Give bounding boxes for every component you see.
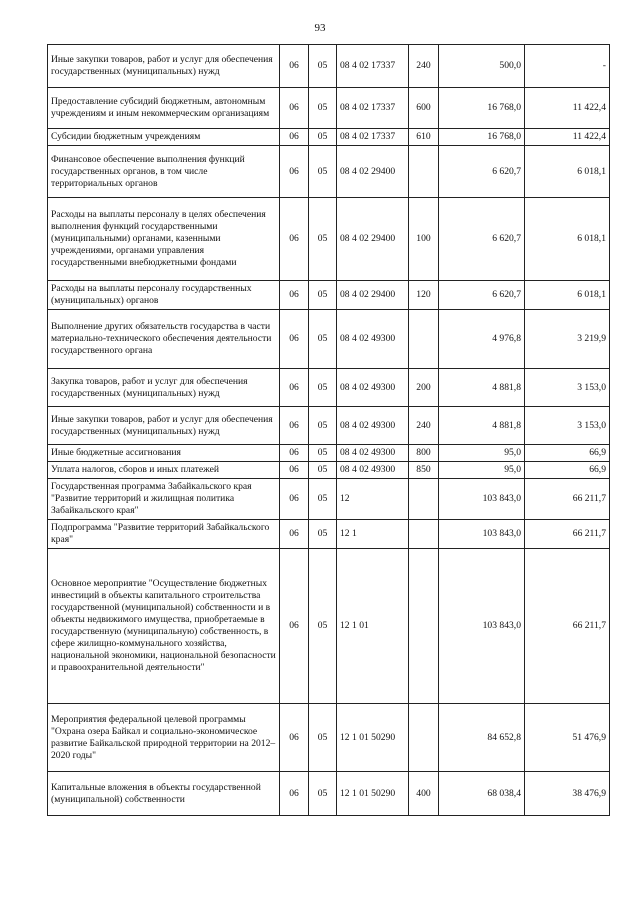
amount-planned-cell: 16 768,0 [439, 129, 525, 146]
amount-executed-cell: 11 422,4 [525, 88, 610, 129]
expense-type-cell: 600 [409, 88, 439, 129]
subsection-code-cell: 05 [309, 198, 337, 281]
amount-planned-cell: 103 843,0 [439, 479, 525, 520]
target-article-cell: 08 4 02 49300 [337, 310, 409, 369]
expense-type-cell: 120 [409, 281, 439, 310]
table-row [48, 198, 610, 281]
target-article-cell: 12 1 01 [337, 549, 409, 704]
expense-name-cell: Подпрограмма "Развитие территорий Забайкальского края" [48, 520, 280, 549]
expense-name-cell: Иные бюджетные ассигнования [48, 445, 280, 462]
table-row [48, 310, 610, 369]
expense-name-cell: Уплата налогов, сборов и иных платежей [48, 462, 280, 479]
table-row [48, 445, 610, 462]
table-row [48, 479, 610, 520]
expense-type-cell [409, 146, 439, 198]
amount-planned-cell: 4 976,8 [439, 310, 525, 369]
subsection-code-cell: 05 [309, 310, 337, 369]
page-number: 93 [314, 22, 326, 34]
subsection-code-cell: 05 [309, 407, 337, 445]
expense-type-cell: 400 [409, 772, 439, 816]
table-row [48, 129, 610, 146]
amount-executed-cell: 6 018,1 [525, 146, 610, 198]
amount-executed-cell: 66 211,7 [525, 479, 610, 520]
amount-executed-cell: - [525, 45, 610, 88]
expense-type-cell [409, 549, 439, 704]
target-article-cell: 12 1 [337, 520, 409, 549]
subsection-code-cell: 05 [309, 281, 337, 310]
amount-planned-cell: 6 620,7 [439, 146, 525, 198]
expense-name-cell: Предоставление субсидий бюджетным, автономным учреждениям и иным некоммерческим организациям [48, 88, 280, 129]
amount-executed-cell: 3 219,9 [525, 310, 610, 369]
amount-executed-cell: 11 422,4 [525, 129, 610, 146]
expense-name-cell: Иные закупки товаров, работ и услуг для обеспечения государственных (муниципальных) нужд [48, 45, 280, 88]
expense-name-cell: Финансовое обеспечение выполнения функций государственных органов, в том числе территориальных органов [48, 146, 280, 198]
target-article-cell: 12 [337, 479, 409, 520]
expense-name-cell: Капитальные вложения в объекты государственной (муниципальной) собственности [48, 772, 280, 816]
target-article-cell: 12 1 01 50290 [337, 704, 409, 772]
section-code-cell: 06 [280, 407, 309, 445]
expense-name-cell: Основное мероприятие "Осуществление бюджетных инвестиций в объекты капитального строительства государственной (муниципальной) собственности и в объекты недвижимого имущества, приобретаемые в государственную (муниципальную) собственность, в сфере жилищно-коммунального хозяйства, национальной экономики, национальной безопасности и правоохранительной деятельности" [48, 549, 280, 704]
section-code-cell: 06 [280, 462, 309, 479]
table-row [48, 549, 610, 704]
target-article-cell: 08 4 02 29400 [337, 198, 409, 281]
section-code-cell: 06 [280, 520, 309, 549]
subsection-code-cell: 05 [309, 146, 337, 198]
target-article-cell: 08 4 02 49300 [337, 462, 409, 479]
amount-executed-cell: 38 476,9 [525, 772, 610, 816]
section-code-cell: 06 [280, 281, 309, 310]
expense-name-cell: Расходы на выплаты персоналу государственных (муниципальных) органов [48, 281, 280, 310]
subsection-code-cell: 05 [309, 369, 337, 407]
amount-executed-cell: 3 153,0 [525, 407, 610, 445]
section-code-cell: 06 [280, 549, 309, 704]
expense-type-cell [409, 310, 439, 369]
section-code-cell: 06 [280, 146, 309, 198]
expense-type-cell: 100 [409, 198, 439, 281]
amount-planned-cell: 16 768,0 [439, 88, 525, 129]
subsection-code-cell: 05 [309, 88, 337, 129]
expense-type-cell: 610 [409, 129, 439, 146]
expense-type-cell: 850 [409, 462, 439, 479]
expense-type-cell: 800 [409, 445, 439, 462]
target-article-cell: 08 4 02 17337 [337, 45, 409, 88]
expense-name-cell: Мероприятия федеральной целевой программы "Охрана озера Байкал и социально-экономическое развитие Байкальской природной территории на 2012–2020 годы" [48, 704, 280, 772]
expense-type-cell [409, 704, 439, 772]
table-row [48, 45, 610, 88]
section-code-cell: 06 [280, 369, 309, 407]
section-code-cell: 06 [280, 704, 309, 772]
target-article-cell: 08 4 02 49300 [337, 445, 409, 462]
table-row [48, 407, 610, 445]
section-code-cell: 06 [280, 772, 309, 816]
amount-executed-cell: 51 476,9 [525, 704, 610, 772]
expense-name-cell: Закупка товаров, работ и услуг для обеспечения государственных (муниципальных) нужд [48, 369, 280, 407]
section-code-cell: 06 [280, 310, 309, 369]
expense-name-cell: Иные закупки товаров, работ и услуг для обеспечения государственных (муниципальных) нужд [48, 407, 280, 445]
expense-type-cell: 200 [409, 369, 439, 407]
amount-planned-cell: 84 652,8 [439, 704, 525, 772]
amount-executed-cell: 66 211,7 [525, 520, 610, 549]
section-code-cell: 06 [280, 445, 309, 462]
expense-name-cell: Выполнение других обязательств государства в части материально-технического обеспечения деятельности государственного органа [48, 310, 280, 369]
amount-executed-cell: 66 211,7 [525, 549, 610, 704]
table-row [48, 369, 610, 407]
target-article-cell: 08 4 02 17337 [337, 129, 409, 146]
subsection-code-cell: 05 [309, 445, 337, 462]
amount-executed-cell: 66,9 [525, 462, 610, 479]
section-code-cell: 06 [280, 198, 309, 281]
amount-planned-cell: 4 881,8 [439, 407, 525, 445]
amount-planned-cell: 103 843,0 [439, 549, 525, 704]
table-row [48, 520, 610, 549]
target-article-cell: 08 4 02 49300 [337, 369, 409, 407]
expense-name-cell: Расходы на выплаты персоналу в целях обеспечения выполнения функций государственными (муниципальными) органами, казенными учреждениями, органами управления государственными внебюджетными фондами [48, 198, 280, 281]
budget-table [47, 44, 610, 816]
amount-executed-cell: 66,9 [525, 445, 610, 462]
subsection-code-cell: 05 [309, 704, 337, 772]
amount-planned-cell: 103 843,0 [439, 520, 525, 549]
amount-executed-cell: 6 018,1 [525, 198, 610, 281]
amount-planned-cell: 4 881,8 [439, 369, 525, 407]
subsection-code-cell: 05 [309, 129, 337, 146]
expense-type-cell: 240 [409, 45, 439, 88]
target-article-cell: 12 1 01 50290 [337, 772, 409, 816]
subsection-code-cell: 05 [309, 549, 337, 704]
subsection-code-cell: 05 [309, 45, 337, 88]
section-code-cell: 06 [280, 45, 309, 88]
amount-executed-cell: 6 018,1 [525, 281, 610, 310]
table-row [48, 146, 610, 198]
amount-executed-cell: 3 153,0 [525, 369, 610, 407]
section-code-cell: 06 [280, 129, 309, 146]
expense-type-cell [409, 520, 439, 549]
target-article-cell: 08 4 02 17337 [337, 88, 409, 129]
table-row [48, 88, 610, 129]
table-row [48, 281, 610, 310]
expense-type-cell [409, 479, 439, 520]
expense-name-cell: Государственная программа Забайкальского края "Развитие территорий и жилищная политика Забайкальского края" [48, 479, 280, 520]
amount-planned-cell: 6 620,7 [439, 198, 525, 281]
section-code-cell: 06 [280, 88, 309, 129]
table-row [48, 704, 610, 772]
amount-planned-cell: 95,0 [439, 445, 525, 462]
amount-planned-cell: 68 038,4 [439, 772, 525, 816]
subsection-code-cell: 05 [309, 772, 337, 816]
amount-planned-cell: 95,0 [439, 462, 525, 479]
table-row [48, 772, 610, 816]
expense-type-cell: 240 [409, 407, 439, 445]
expense-name-cell: Субсидии бюджетным учреждениям [48, 129, 280, 146]
subsection-code-cell: 05 [309, 462, 337, 479]
section-code-cell: 06 [280, 479, 309, 520]
amount-planned-cell: 500,0 [439, 45, 525, 88]
target-article-cell: 08 4 02 29400 [337, 281, 409, 310]
target-article-cell: 08 4 02 29400 [337, 146, 409, 198]
target-article-cell: 08 4 02 49300 [337, 407, 409, 445]
amount-planned-cell: 6 620,7 [439, 281, 525, 310]
table-row [48, 462, 610, 479]
subsection-code-cell: 05 [309, 479, 337, 520]
subsection-code-cell: 05 [309, 520, 337, 549]
